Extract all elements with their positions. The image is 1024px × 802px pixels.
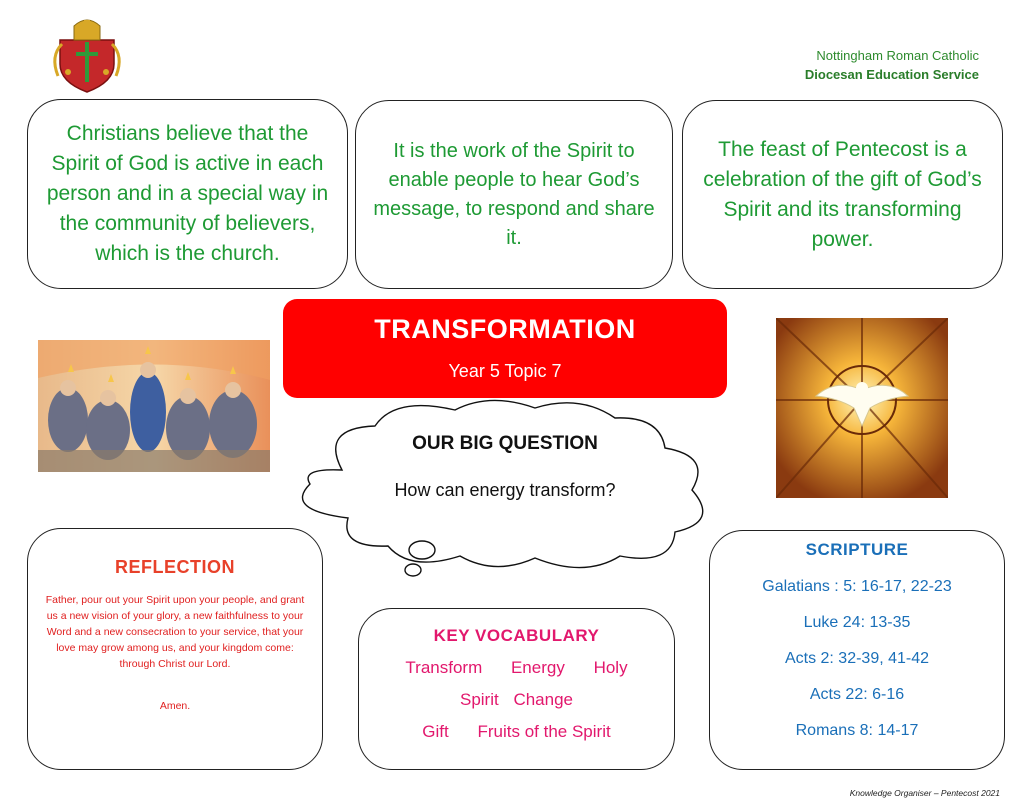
scripture-ref: Acts 2: 32-39, 41-42	[784, 650, 930, 667]
topic-title: TRANSFORMATION	[374, 314, 636, 344]
reflection-prayer: Father, pour out your Spirit upon your people, and grant us a new vision of your glory, a new faithfulness to your Word and a new consecration to your service, that your love may grow among us, and your kingdom come: through Christ our Lord.	[45, 594, 305, 670]
spirit-work-text: It is the work of the Spirit to enable people to hear God’s message, to respond and share it.	[373, 139, 655, 249]
scripture-ref: Romans 8: 14-17	[795, 722, 919, 739]
scripture-ref: Acts 22: 6-16	[809, 686, 905, 703]
org-name	[805, 46, 979, 84]
vocab-word: Spirit	[459, 690, 499, 709]
vocab-word: Change	[513, 690, 574, 709]
org-line-2: Diocesan Education Service	[804, 67, 979, 82]
pentecost-text: The feast of Pentecost is a celebration of the gift of God’s Spirit and its transforming power.	[703, 137, 982, 251]
pentecost-painting-image	[38, 340, 270, 472]
topic-subtitle: Year 5 Topic 7	[448, 361, 562, 381]
topic-banner	[283, 299, 727, 398]
reflection-amen: Amen.	[159, 700, 191, 712]
pentecost-box	[682, 100, 1003, 289]
vocab-word: Gift	[422, 722, 449, 741]
vocab-word: Energy	[510, 658, 565, 677]
scripture-heading: SCRIPTURE	[805, 540, 909, 559]
vocab-row	[393, 658, 639, 678]
vocab-word: Holy	[593, 658, 628, 677]
scripture-box	[709, 530, 1005, 770]
spirit-work-box	[355, 100, 673, 289]
vocab-row	[410, 722, 622, 742]
big-question-title: OUR BIG QUESTION	[412, 433, 598, 454]
footer-caption: Knowledge Organiser – Pentecost 2021	[849, 788, 1000, 798]
scripture-ref: Galatians : 5: 16-17, 22-23	[762, 578, 952, 595]
belief-box	[27, 99, 348, 289]
key-vocabulary-heading: KEY VOCABULARY	[433, 626, 600, 645]
key-vocabulary-box	[358, 608, 675, 770]
vocab-word: Fruits of the Spirit	[477, 722, 611, 741]
reflection-heading: REFLECTION	[115, 557, 235, 577]
vocab-row	[455, 690, 578, 710]
org-line-1: Nottingham Roman Catholic	[816, 48, 979, 63]
holy-spirit-dove-window-image	[776, 318, 948, 498]
scripture-ref: Luke 24: 13-35	[803, 614, 911, 631]
big-question-text: How can energy transform?	[394, 480, 616, 500]
vocab-word: Transform	[405, 658, 483, 677]
belief-text: Christians believe that the Spirit of God is active in each person and in a special way in the community of believers, which is the church.	[46, 122, 329, 265]
reflection-box	[27, 528, 323, 770]
diocese-coat-of-arms-icon	[48, 16, 126, 94]
